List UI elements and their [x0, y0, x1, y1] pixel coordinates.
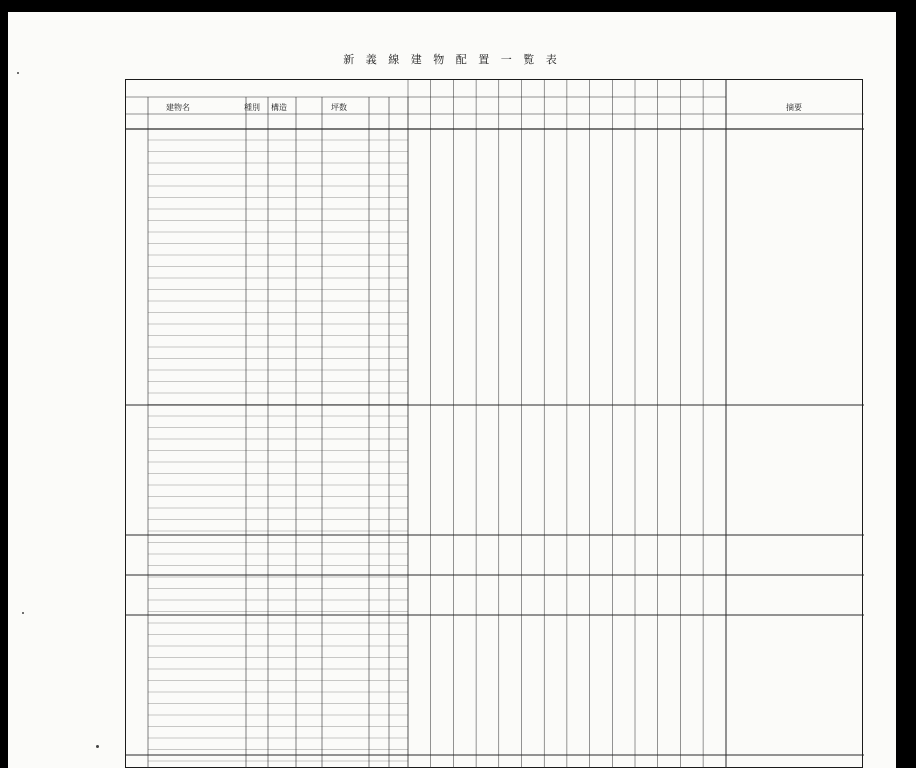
header-area: 坪数: [331, 103, 347, 112]
page-title: 新 義 線 建 物 配 置 一 覧 表: [343, 53, 561, 66]
header-remarks: 摘要: [786, 103, 802, 112]
header-type: 種別: [244, 103, 260, 112]
scan-speck: [22, 612, 24, 614]
scanned-page: [8, 12, 896, 768]
header-building-name: 建物名: [166, 103, 190, 112]
table-ruling: [126, 80, 864, 768]
scan-speck: [17, 72, 19, 74]
scan-speck: [96, 745, 99, 748]
allocation-table: [125, 79, 863, 768]
header-structure: 構造: [271, 103, 287, 112]
